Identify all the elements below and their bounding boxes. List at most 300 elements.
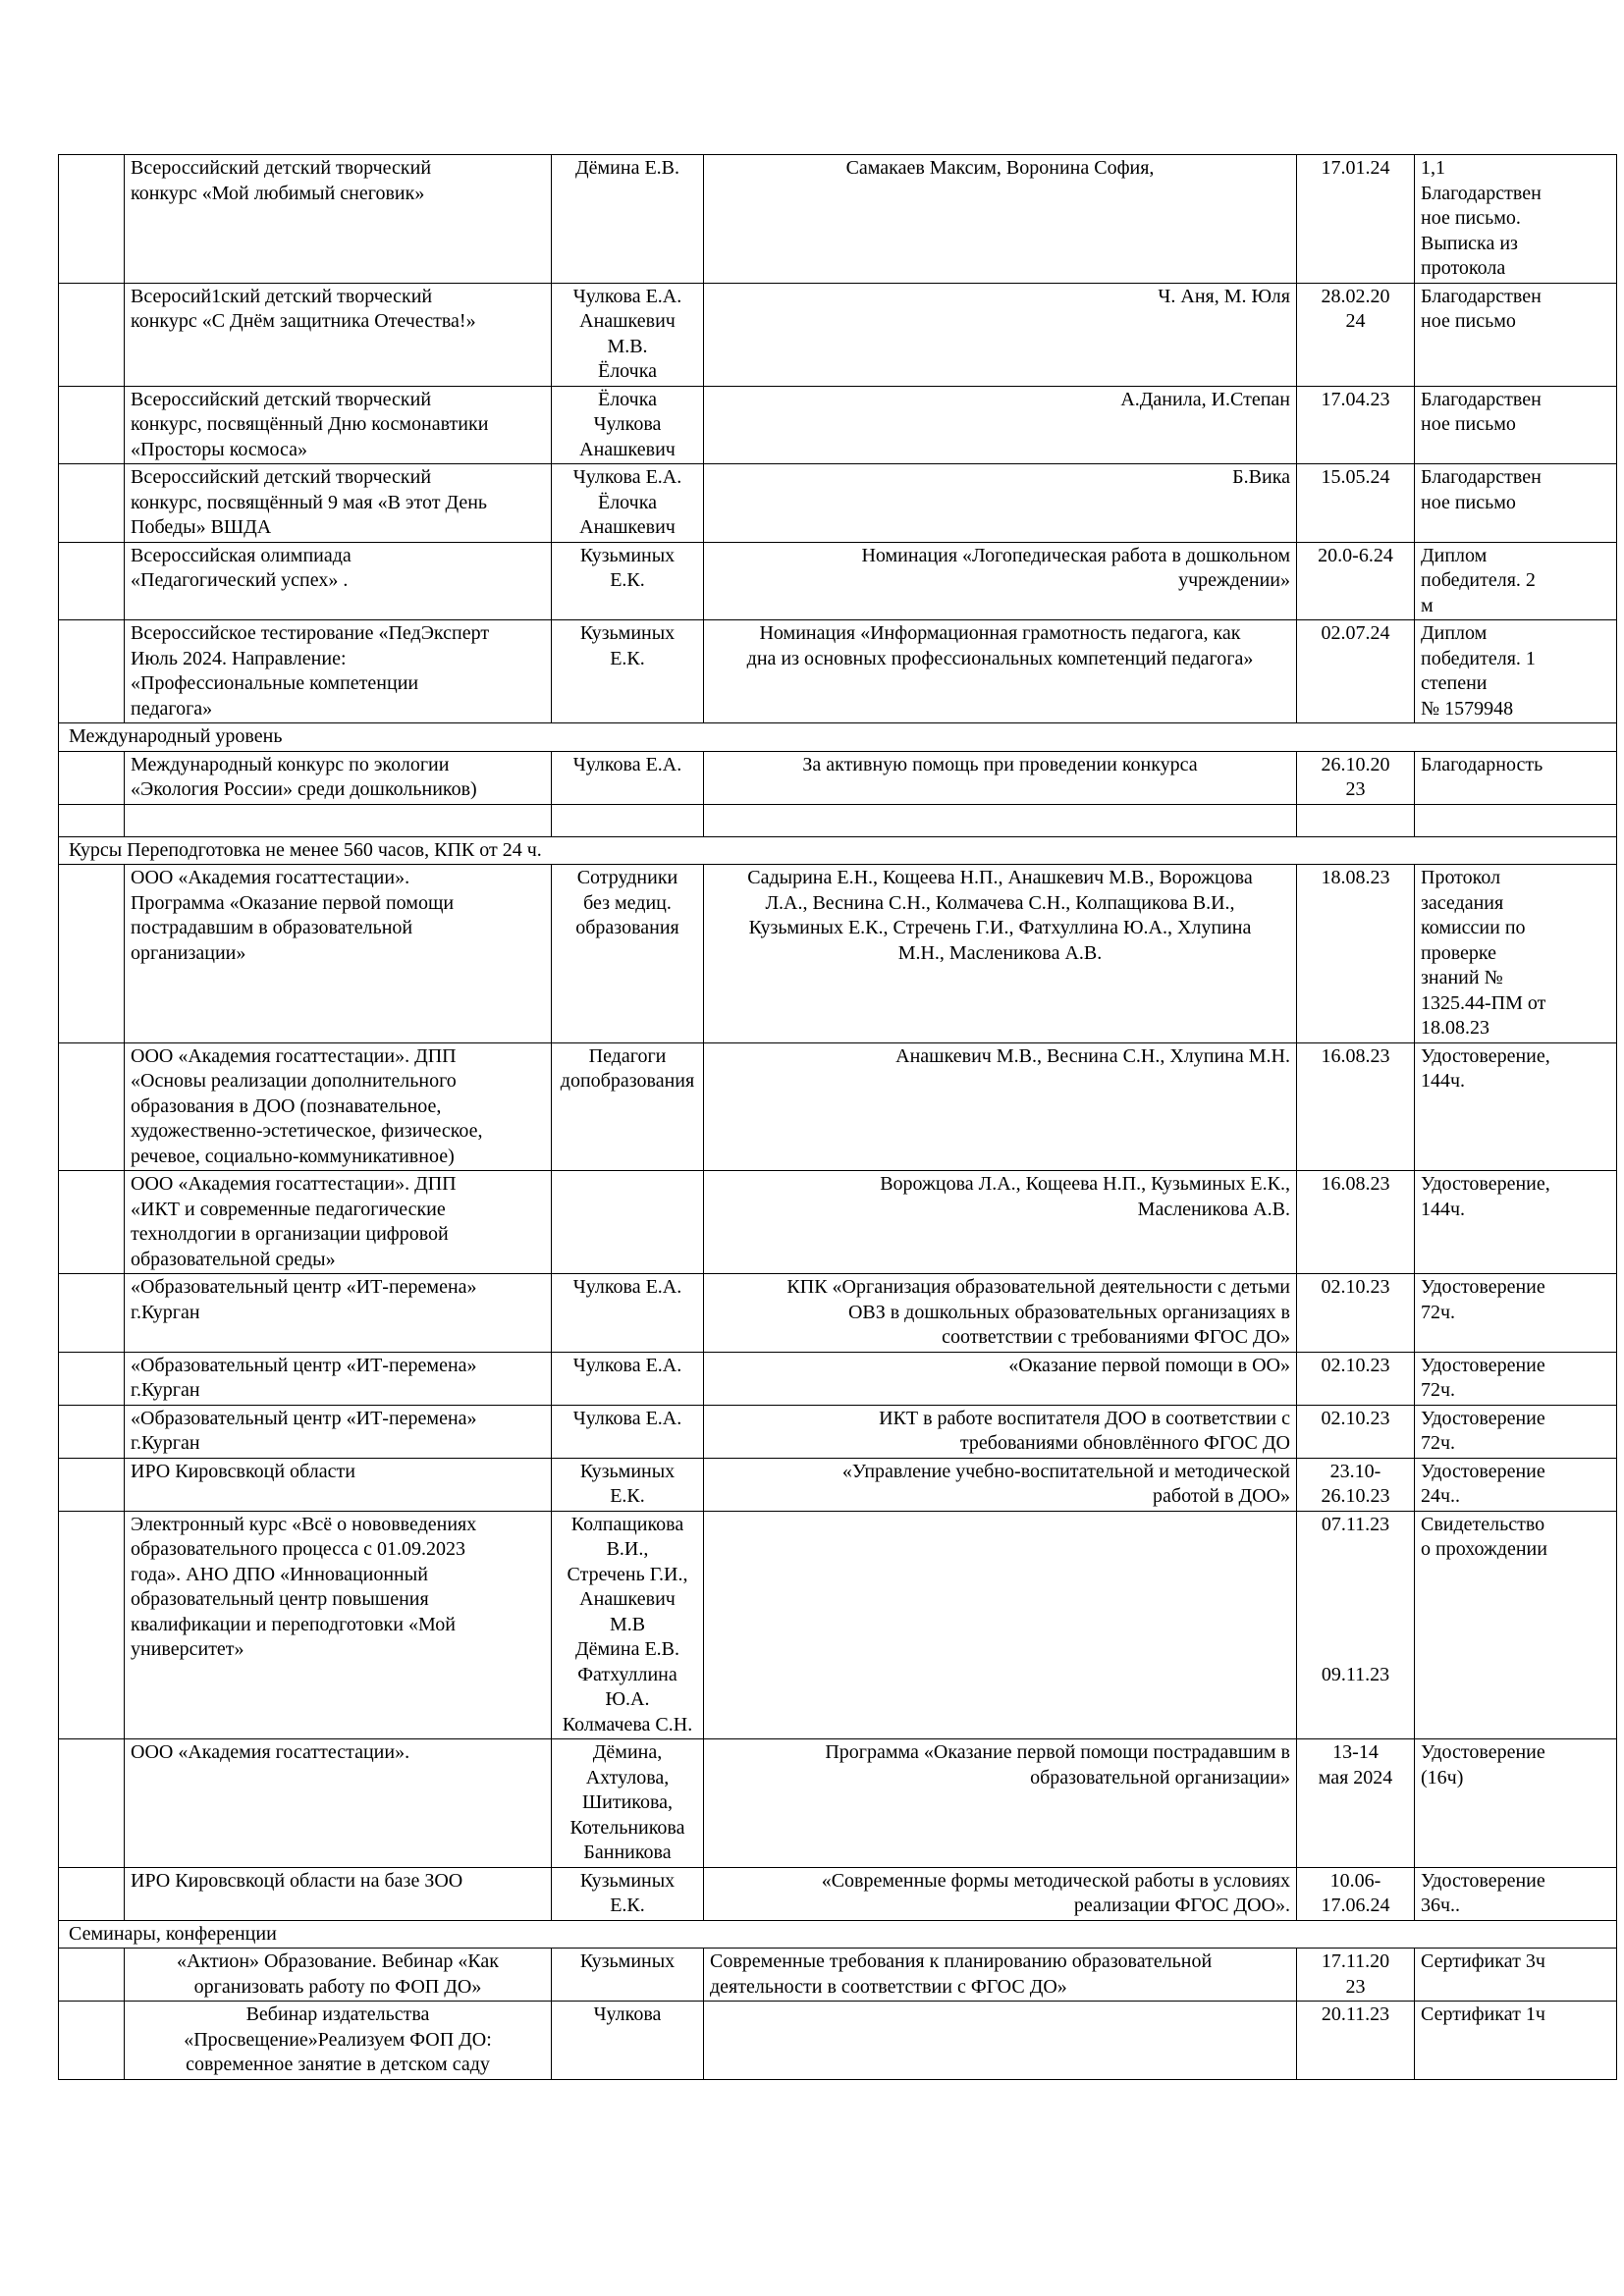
cell-participants <box>704 1042 1297 1171</box>
cell-line: 20.11.23 <box>1321 2003 1390 2025</box>
cell-event <box>125 1274 552 1353</box>
cell-person <box>552 1949 704 2002</box>
cell-event <box>125 1042 552 1171</box>
table-row <box>59 620 1617 723</box>
cell-line: Ю.А. <box>605 1688 650 1710</box>
cell-line: За активную помощь при проведении конкурса <box>802 753 1198 775</box>
cell-line: 26.10.20 <box>1321 753 1390 775</box>
cell-line: 24 <box>1345 310 1366 332</box>
cell-date <box>1297 1458 1415 1511</box>
cell-line: 18.08.23 <box>1321 867 1390 888</box>
cell-participants <box>704 1274 1297 1353</box>
cell-line: Анашкевич <box>579 1588 676 1610</box>
cell-line: организовать работу по ФОП ДО» <box>193 1975 482 1998</box>
cell-line: Дёмина Е.В. <box>574 157 679 179</box>
cell-event <box>125 155 552 284</box>
cell-line: 17.11.20 <box>1321 1950 1390 1972</box>
cell-result <box>1415 1511 1617 1739</box>
cell-line: ное письмо <box>1421 310 1516 332</box>
cell-participants <box>704 1511 1297 1739</box>
cell-line: «Актион» Образование. Вебинар «Как <box>176 1950 499 1972</box>
cell-date <box>1297 804 1415 836</box>
cell-line: 16.08.23 <box>1321 1044 1390 1067</box>
cell-line: Сотрудники <box>576 867 678 888</box>
cell-event <box>125 464 552 543</box>
cell-result <box>1415 1171 1617 1274</box>
cell-line: ООО «Академия госаттестации». <box>131 867 410 888</box>
table-row <box>59 1511 1617 1739</box>
cell-date <box>1297 620 1415 723</box>
cell-participants <box>704 1739 1297 1868</box>
cell-line: знаний № <box>1421 967 1503 988</box>
cell-line: Е.К. <box>610 1895 645 1916</box>
cell-date <box>1297 1352 1415 1405</box>
cell-date <box>1297 386 1415 464</box>
cell-line: образовательный центр повышения <box>131 1588 429 1610</box>
cell-participants <box>704 386 1297 464</box>
cell-line: Благодарствен <box>1421 388 1542 410</box>
section-title: Семинары, конференции <box>59 1920 1617 1949</box>
cell-line: «ИКТ и современные педагогические <box>131 1198 446 1220</box>
cell-participants <box>704 464 1297 543</box>
table-row <box>59 1458 1617 1511</box>
cell-person <box>552 1171 704 1274</box>
cell-line: Кузьминых <box>579 622 676 644</box>
cell-line: Удостоверение, <box>1421 1044 1550 1067</box>
cell-participants <box>704 283 1297 386</box>
cell-event <box>125 804 552 836</box>
cell-line: о прохождении <box>1421 1538 1547 1560</box>
cell-event <box>125 1511 552 1739</box>
cell-participants <box>704 1405 1297 1458</box>
cell-line: ИКТ в работе воспитателя ДОО в соответствии с <box>879 1407 1290 1429</box>
cell-line: реализации ФГОС ДОО». <box>1073 1895 1290 1916</box>
cell-line: Е.К. <box>610 569 645 591</box>
cell-line: ное письмо <box>1421 413 1516 435</box>
cell-line: Чулкова <box>593 413 662 435</box>
cell-line: Шитикова, <box>581 1791 674 1813</box>
cell-date <box>1297 1042 1415 1171</box>
cell-line: Педагоги <box>588 1044 667 1067</box>
cell-event <box>125 1949 552 2002</box>
cell-line: Чулкова Е.А. <box>572 1407 682 1429</box>
cell-line: 26.10.23 <box>1321 1485 1390 1507</box>
cell-line: победителя. 1 <box>1421 647 1536 669</box>
cell-line: Чулкова Е.А. <box>572 1354 682 1376</box>
cell-line: Б.Вика <box>1232 466 1290 488</box>
cell-line: допобразования <box>560 1070 695 1092</box>
cell-participants <box>704 1949 1297 2002</box>
cell-line: работой в ДОО» <box>1153 1485 1290 1507</box>
cell-line: Удостоверение, <box>1421 1173 1550 1195</box>
cell-line: Всероссийский детский творческий <box>131 466 432 488</box>
table-row <box>59 1949 1617 2002</box>
cell-participants <box>704 2002 1297 2080</box>
cell-line: В.И., <box>606 1538 649 1560</box>
cell-result <box>1415 1739 1617 1868</box>
cell-date <box>1297 1867 1415 1920</box>
cell-line: Благодарствен <box>1421 285 1542 307</box>
cell-date <box>1297 464 1415 543</box>
table-row <box>59 1867 1617 1920</box>
cell-line: Л.А., Веснина С.Н., Колмачева С.Н., Колпащикова В.И., <box>765 891 1235 914</box>
cell-line: Чулкова Е.А. <box>572 753 682 775</box>
cell-line: Диплом <box>1421 622 1488 644</box>
cell-line: 28.02.20 <box>1321 285 1390 307</box>
cell-participants <box>704 542 1297 620</box>
section-row <box>59 723 1617 752</box>
cell-line: речевое, социально-коммуникативное) <box>131 1145 455 1167</box>
cell-line: комиссии по <box>1421 917 1526 938</box>
cell-line: Масленикова А.В. <box>1137 1198 1290 1220</box>
cell-result <box>1415 2002 1617 2080</box>
cell-result <box>1415 620 1617 723</box>
cell-line <box>1303 1537 1408 1563</box>
cell-line: Удостоверение <box>1421 1460 1545 1482</box>
cell-line: 18.08.23 <box>1421 1017 1489 1039</box>
cell-line: «Образовательный центр «ИТ-перемена» <box>131 1354 477 1376</box>
cell-date <box>1297 1739 1415 1868</box>
cell-result <box>1415 1458 1617 1511</box>
section-row <box>59 836 1617 865</box>
cell-line: Кузьминых <box>579 1869 676 1892</box>
cell-line <box>1303 1563 1408 1588</box>
cell-line: г.Курган <box>131 1432 200 1454</box>
cell-result <box>1415 464 1617 543</box>
cell-result <box>1415 865 1617 1043</box>
cell-person <box>552 283 704 386</box>
cell-event <box>125 865 552 1043</box>
cell-line: дна из основных профессиональных компетенций педагога» <box>746 647 1254 669</box>
cell-line: пострадавшим в образовательной <box>131 917 413 938</box>
cell-line: Дёмина, <box>592 1741 663 1763</box>
cell-person <box>552 464 704 543</box>
cell-date <box>1297 1274 1415 1353</box>
cell-date <box>1297 751 1415 804</box>
cell-result <box>1415 1274 1617 1353</box>
cell-line: Удостоверение <box>1421 1407 1545 1429</box>
cell-person <box>552 865 704 1043</box>
cell-line: Кузьминых <box>579 1460 676 1482</box>
cell-number <box>59 804 125 836</box>
cell-number <box>59 865 125 1043</box>
cell-number <box>59 1867 125 1920</box>
cell-line: «Современные формы методической работы в условиях <box>821 1869 1290 1892</box>
cell-line: Благодарствен <box>1421 182 1542 204</box>
cell-line: Сертификат 3ч <box>1421 1950 1545 1972</box>
cell-person <box>552 620 704 723</box>
table-row <box>59 751 1617 804</box>
cell-event <box>125 620 552 723</box>
cell-event <box>125 751 552 804</box>
cell-line: организации» <box>131 941 246 964</box>
cell-line: мая 2024 <box>1318 1766 1393 1789</box>
cell-number <box>59 1949 125 2002</box>
cell-number <box>59 1739 125 1868</box>
cell-number <box>59 620 125 723</box>
cell-event <box>125 1867 552 1920</box>
cell-line: Удостоверение <box>1421 1741 1545 1763</box>
cell-participants <box>704 804 1297 836</box>
table-row <box>59 464 1617 543</box>
cell-line: Чулкова Е.А. <box>572 1276 682 1298</box>
cell-number <box>59 542 125 620</box>
table-row <box>59 155 1617 284</box>
cell-line: Самакаев Максим, Воронина София, <box>845 157 1155 179</box>
cell-line: Программа «Оказание первой помощи <box>131 891 455 914</box>
cell-line: Чулкова Е.А. <box>572 466 682 488</box>
cell-result <box>1415 542 1617 620</box>
cell-line: Всероссийская олимпиада <box>131 544 352 566</box>
cell-person <box>552 1274 704 1353</box>
cell-line: ное письмо <box>1421 491 1516 513</box>
cell-number <box>59 283 125 386</box>
cell-line: Всеросий1ский детский творческий <box>131 285 433 307</box>
table-row <box>59 1739 1617 1868</box>
cell-line: года». АНО ДПО «Инновационный <box>131 1563 428 1585</box>
cell-line: победителя. 2 <box>1421 569 1536 591</box>
cell-line: 72ч. <box>1421 1379 1456 1401</box>
cell-line: 09.11.23 <box>1321 1663 1390 1685</box>
cell-line: Благодарствен <box>1421 466 1542 488</box>
cell-person <box>552 1042 704 1171</box>
cell-participants <box>704 1458 1297 1511</box>
cell-event <box>125 386 552 464</box>
cell-line: Всероссийский детский творческий <box>131 388 432 410</box>
cell-line: 02.07.24 <box>1321 622 1390 644</box>
cell-line: заседания <box>1421 891 1504 914</box>
cell-line: ООО «Академия госаттестации». <box>131 1741 410 1763</box>
cell-line: Садырина Е.Н., Кощеева Н.П., Анашкевич М.В., Ворожцова <box>747 867 1253 888</box>
cell-line: 144ч. <box>1421 1198 1466 1220</box>
cell-date <box>1297 1949 1415 2002</box>
cell-participants <box>704 751 1297 804</box>
cell-line: 17.01.24 <box>1321 157 1390 179</box>
cell-line: Номинация «Логопедическая работа в дошкольном <box>861 544 1290 566</box>
cell-line: технолдогии в организации цифровой <box>131 1223 449 1245</box>
cell-line: Ёлочка <box>597 360 658 382</box>
cell-number <box>59 155 125 284</box>
cell-number <box>59 2002 125 2080</box>
cell-line: Кузьминых <box>579 544 676 566</box>
cell-line: 02.10.23 <box>1321 1276 1390 1298</box>
cell-line: Кузьминых Е.К., Стречень Г.И., Фатхуллина Ю.А., Хлупина <box>748 917 1252 938</box>
cell-participants <box>704 1867 1297 1920</box>
cell-line: 23.10- <box>1329 1460 1381 1482</box>
section-title: Международный уровень <box>59 723 1617 752</box>
cell-line: Ч. Аня, М. Юля <box>1158 285 1290 307</box>
cell-result <box>1415 1352 1617 1405</box>
cell-line: образовательной организации» <box>1030 1766 1290 1789</box>
cell-number <box>59 1042 125 1171</box>
cell-line: «Экология России» среди дошкольников) <box>131 778 477 800</box>
cell-line: конкурс, посвящённый 9 мая «В этот День <box>131 491 488 513</box>
cell-line: степени <box>1421 672 1488 694</box>
cell-line: Всероссийский детский творческий <box>131 157 432 179</box>
cell-line: Благодарность <box>1421 753 1543 775</box>
cell-line: 1,1 <box>1421 157 1445 179</box>
cell-line: 36ч.. <box>1421 1895 1461 1916</box>
cell-date <box>1297 1405 1415 1458</box>
cell-line: Ахтулова, <box>585 1766 670 1789</box>
cell-number <box>59 1352 125 1405</box>
cell-line: педагога» <box>131 697 213 720</box>
cell-line: Ёлочка <box>597 388 658 410</box>
cell-line: 17.04.23 <box>1321 388 1390 410</box>
cell-line: Чулкова <box>593 2003 662 2025</box>
cell-line: образовательного процесса с 01.09.2023 <box>131 1538 466 1560</box>
cell-result <box>1415 1405 1617 1458</box>
cell-line: Стречень Г.И., <box>567 1563 688 1585</box>
cell-line: Вебинар издательства <box>245 2003 430 2025</box>
cell-line: Номинация «Информационная грамотность педагога, как <box>759 622 1241 644</box>
cell-line: 17.06.24 <box>1321 1895 1390 1916</box>
cell-event <box>125 2002 552 2080</box>
cell-result <box>1415 283 1617 386</box>
cell-line: Удостоверение <box>1421 1354 1545 1376</box>
cell-person <box>552 1511 704 1739</box>
cell-line: М.Н., Масленикова А.В. <box>897 941 1103 964</box>
cell-line: 07.11.23 <box>1321 1513 1390 1535</box>
cell-line: ИРО Кировсвкоцй области <box>131 1460 355 1482</box>
cell-line: Колпащикова <box>570 1513 684 1535</box>
cell-number <box>59 1171 125 1274</box>
cell-line: А.Данила, И.Степан <box>1120 388 1290 410</box>
cell-date <box>1297 283 1415 386</box>
cell-line: (16ч) <box>1421 1766 1464 1789</box>
cell-line: 20.0-6.24 <box>1318 544 1393 566</box>
cell-line: КПК «Организация образовательной деятельности с детьми <box>786 1276 1290 1298</box>
cell-line: Электронный курс «Всё о нововведениях <box>131 1513 477 1535</box>
cell-line: М.В <box>609 1613 646 1635</box>
cell-line: Дёмина Е.В. <box>574 1638 679 1660</box>
cell-line: Свидетельство <box>1421 1513 1545 1535</box>
cell-result <box>1415 155 1617 284</box>
cell-number <box>59 1405 125 1458</box>
cell-line: Фатхуллина <box>577 1663 677 1685</box>
cell-person <box>552 1405 704 1458</box>
cell-line: м <box>1421 594 1434 616</box>
cell-result <box>1415 1949 1617 2002</box>
table-row <box>59 2002 1617 2080</box>
cell-number <box>59 1458 125 1511</box>
cell-line: Международный конкурс по экологии <box>131 753 450 775</box>
cell-participants <box>704 1352 1297 1405</box>
cell-line: Победы» ВШДА <box>131 516 272 538</box>
cell-line: Котельникова <box>569 1816 685 1839</box>
cell-line: Современные требования к планированию образовательной <box>710 1950 1213 1972</box>
cell-line: 72ч. <box>1421 1432 1456 1454</box>
table-row <box>59 1042 1617 1171</box>
cell-line: Анашкевич <box>579 310 676 332</box>
cell-line: г.Курган <box>131 1379 200 1401</box>
cell-line: соответствии с требованиями ФГОС ДО» <box>942 1326 1290 1348</box>
cell-line: 10.06- <box>1329 1869 1381 1892</box>
cell-line: университет» <box>131 1638 244 1660</box>
cell-number <box>59 751 125 804</box>
cell-event <box>125 1352 552 1405</box>
cell-line: «Просторы космоса» <box>131 438 307 460</box>
table-row <box>59 1171 1617 1274</box>
cell-line: Диплом <box>1421 544 1488 566</box>
cell-participants <box>704 155 1297 284</box>
cell-line <box>1303 1637 1408 1663</box>
cell-participants <box>704 1171 1297 1274</box>
cell-line: протокола <box>1421 257 1506 279</box>
cell-line: образовательной среды» <box>131 1248 336 1270</box>
cell-line: образования в ДОО (познавательное, <box>131 1095 442 1117</box>
cell-result <box>1415 804 1617 836</box>
cell-line: проверке <box>1421 941 1497 964</box>
cell-number <box>59 1274 125 1353</box>
cell-person <box>552 155 704 284</box>
cell-line: Удостоверение <box>1421 1869 1545 1892</box>
table-row <box>59 1405 1617 1458</box>
cell-line: Протокол <box>1421 867 1501 888</box>
cell-line: 144ч. <box>1421 1070 1466 1092</box>
cell-date <box>1297 865 1415 1043</box>
table-body <box>59 155 1617 2080</box>
cell-line: Всероссийское тестирование «ПедЭксперт <box>131 622 490 644</box>
activities-table <box>58 154 1617 2080</box>
cell-line: Анашкевич <box>579 516 676 538</box>
table-row <box>59 1274 1617 1353</box>
cell-line: современное занятие в детском саду <box>186 2054 490 2075</box>
cell-line: Анашкевич М.В., Веснина С.Н., Хлупина М.Н. <box>895 1044 1290 1067</box>
cell-person <box>552 2002 704 2080</box>
cell-line: «Образовательный центр «ИТ-перемена» <box>131 1407 477 1429</box>
cell-line: 1325.44-ПМ от <box>1421 991 1546 1014</box>
cell-person <box>552 386 704 464</box>
cell-line: «Управление учебно-воспитательной и методической <box>841 1460 1290 1482</box>
cell-participants <box>704 620 1297 723</box>
cell-line: образования <box>575 917 679 938</box>
table-row <box>59 386 1617 464</box>
cell-line <box>1303 1613 1408 1638</box>
cell-date <box>1297 542 1415 620</box>
cell-event <box>125 1405 552 1458</box>
cell-line: 23 <box>1345 778 1366 800</box>
cell-line: деятельности в соответствии с ФГОС ДО» <box>710 1975 1067 1998</box>
cell-line: «Просвещение»Реализуем ФОП ДО: <box>184 2028 492 2051</box>
cell-result <box>1415 751 1617 804</box>
cell-line: № 1579948 <box>1421 697 1514 720</box>
cell-line: требованиями обновлённого ФГОС ДО <box>959 1432 1290 1454</box>
cell-line: «Педагогический успех» . <box>131 569 349 591</box>
table-row <box>59 1352 1617 1405</box>
cell-number <box>59 1511 125 1739</box>
cell-line: Сертификат 1ч <box>1421 2003 1545 2025</box>
cell-line: 02.10.23 <box>1321 1407 1390 1429</box>
cell-number <box>59 386 125 464</box>
cell-person <box>552 804 704 836</box>
cell-line: «Основы реализации дополнительного <box>131 1070 457 1092</box>
cell-date <box>1297 155 1415 284</box>
cell-line: «Образовательный центр «ИТ-перемена» <box>131 1276 477 1298</box>
cell-line: 13-14 <box>1332 1741 1379 1763</box>
cell-line: «Оказание первой помощи в ОО» <box>1008 1354 1290 1376</box>
cell-line: Анашкевич <box>579 438 676 460</box>
cell-number <box>59 464 125 543</box>
section-title: Курсы Переподготовка не менее 560 часов, КПК от 24 ч. <box>59 836 1617 865</box>
cell-line: ООО «Академия госаттестации». ДПП <box>131 1173 457 1195</box>
cell-line: 24ч.. <box>1421 1485 1461 1507</box>
cell-line: 16.08.23 <box>1321 1173 1390 1195</box>
cell-person <box>552 1739 704 1868</box>
cell-person <box>552 751 704 804</box>
cell-event <box>125 1171 552 1274</box>
cell-person <box>552 1352 704 1405</box>
